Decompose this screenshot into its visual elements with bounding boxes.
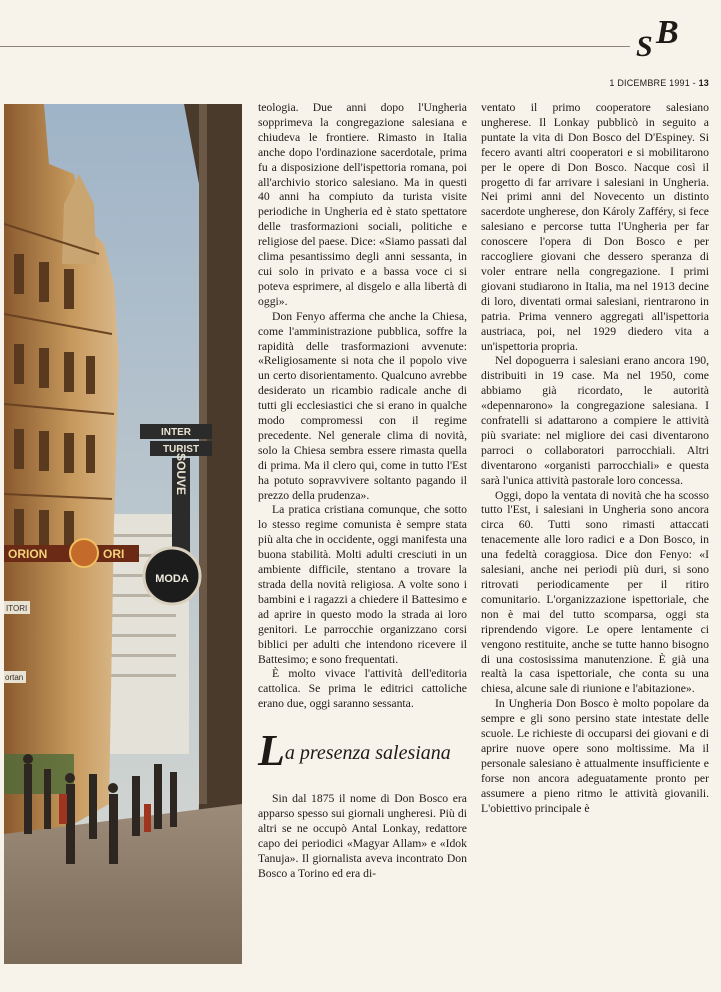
turist-sign-text: TURIST — [162, 444, 200, 455]
logo-letter-b: B — [656, 14, 679, 51]
text-column-1 — [258, 101, 467, 882]
paragraph: Don Fenyo afferma che anche la Chiesa, come l'amministrazione pubblica, soffre la rapidità delle trasformazioni avvenute: «Religiosamente si nota che il popolo vive un certo disorientamento. Qualcuno avrebbe desiderato un ricambio radicale anche di tutti gli ecclesiastici che si erano in qualche modo compromessi con il regime precedente. Nel generale clima di novità, solo la Chiesa sembra essere rimasta quella di prima. Ma il clero qui, come in tutto l'Est ha potuto sopravvivere soltanto pagando il prezzo della prudenza». — [258, 309, 467, 502]
small-sign-b-text: ortan — [5, 673, 24, 682]
folio-separator: - — [689, 78, 699, 88]
paragraph: Oggi, dopo la ventata di novità che ha scosso tutto l'Est, i salesiani in Ungheria sono ancora circa 60. Tutti sono rimasti attaccati tenacemente alle loro radici e a Don Bosco, in una fedeltà coraggiosa. Dice don Fenyo: «I salesiani, anche nei periodi più duri, si sono ritrovati periodicamente per il ritiro comunitario. L'organizzazione ispettoriale, che non è mai del tutto scomparsa, oggi sta riprendendo vigore. Le opere lentamente ci vengono restituite, anche se tutte hanno bisogno di una costosissima manutenzione. È già una realtà la casa ispettoriale, che conta su una chiesa, alcune sale di riunione e l'abitazione». — [481, 488, 709, 696]
logo-letter-s: S — [636, 30, 653, 63]
orion-sign-left: ORION — [8, 547, 48, 561]
street-photo — [4, 104, 242, 964]
paragraph: La pratica cristiana comunque, che sotto lo stesso regime comunista è sempre stata più alta che in occidente, oggi manifesta una buona stabilità. Molti adulti cresciuti in un ambiente difficile, stentano a trovare la strada della novità religiosa. A volte sono i bambini e i ragazzi a chiedere il Battesimo e ad aprire in questo modo la strada ai loro genitori. Le parrocchie organizzano corsi biblici per adulti che intendono ricevere il Battesimo; e sono frequentati. — [258, 503, 467, 666]
orion-sign-right: ORI — [103, 547, 125, 561]
magazine-logo — [632, 14, 692, 62]
section-heading — [258, 726, 467, 776]
paragraph: Sin dal 1875 il nome di Don Bosco era apparso spesso sui giornali ungheresi. Più di altri se ne occupò Antal Lonkay, redattore capo dei periodici «Magyar Allam» e «Idok Tanuja». Il giornalista aveva incontrato Don Bosco a Torino ed era di- — [258, 792, 467, 880]
page-folio — [609, 78, 709, 88]
paragraph: In Ungheria Don Bosco è molto popolare da sempre e gli sono persino state intestate delle scuole. Le richieste di occuparsi dei giovani e di aprire nuove opere sono moltissime. Ma il personale salesiano è attualmente insufficiente e forse non ancora adeguatamente pronto per assumere a pieno ritmo le attività giovanili. L'obiettivo principale è — [481, 697, 709, 815]
paragraph: teologia. Due anni dopo l'Ungheria sopprimeva la congregazione salesiana e chiudeva le frontiere. Rimasto in Italia anche dopo l'ordinazione sacerdotale, prima fu a disposizione dell'ispettoria romana, poi all'archivio storico salesiano. Ma in questi 40 anni ha compiuto da turista visite periodiche in Ungheria ed è stato spettatore delle trasformazioni sociali, politiche e religiose del paese. Dice: «Siamo passati dal clima pesantissimo degli anni sessanta, in cui solo in privato e a bassa voce ci si poteva esprimere, al disgelo e alla libertà di oggi». — [258, 101, 467, 308]
inter-sign-text: INTER — [161, 427, 191, 438]
heading-initial: L — [258, 726, 285, 776]
souvenir-sign-text: SOUVE — [174, 452, 188, 496]
street-trees — [4, 754, 74, 794]
paragraph: È molto vivace l'attività dell'editoria cattolica. Se prima le editrici cattoliche erano due, oggi saranno sessanta. — [258, 667, 467, 711]
header-rule — [0, 46, 630, 47]
round-shop-sign-text: MODA — [155, 573, 189, 585]
orion-emblem — [70, 539, 98, 567]
small-sign-a-text: ITORI — [6, 604, 28, 613]
page-number: 13 — [698, 78, 709, 88]
paragraph: ventato il primo cooperatore salesiano ungherese. Il Lonkay pubblicò in seguito a puntate la vita di Don Bosco del D'Espiney. Si fecero avanti altri cooperatori e si mobilitarono per le opere di Don Bosco. Nacque così il progetto di far arrivare i salesiani in Ungheria. Nei primi anni del Novecento un distinto sacerdote ungherese, don Károly Zafféry, si fece salesiano e percorse tutta l'Ungheria per far conoscere l'opera di Don Bosco e per raccogliere giovani che dessero speranza di voler entrare nella congregazione. I primi giovani studiarono in Italia, ma nel 1913 decine di loro, diventati ormai salesiani, rientrarono in patria. Prima vennero aggregati all'ispettoria austriaca, poi, nel 1929 diedero vita a un'ispettoria propria. — [481, 101, 709, 353]
street-photo-illustration — [4, 104, 242, 964]
text-column-2 — [481, 101, 709, 817]
heading-text: a presenza salesiana — [284, 742, 451, 765]
issue-date: 1 DICEMBRE 1991 — [609, 78, 690, 88]
paragraph: Nel dopoguerra i salesiani erano ancora 190, distribuiti in 19 case. Ma nel 1950, come abbiamo già ricordato, le autorità «depennarono» la congregazione salesiana. I confratelli si adattarono a compiere le attività più svariate: nel migliore dei casi diventarono parroci o collaboratori parrocchiali. Altri diventarono «organisti parrocchiali» e questa sarà l'unica attività pastorale loro concessa. — [481, 354, 709, 487]
